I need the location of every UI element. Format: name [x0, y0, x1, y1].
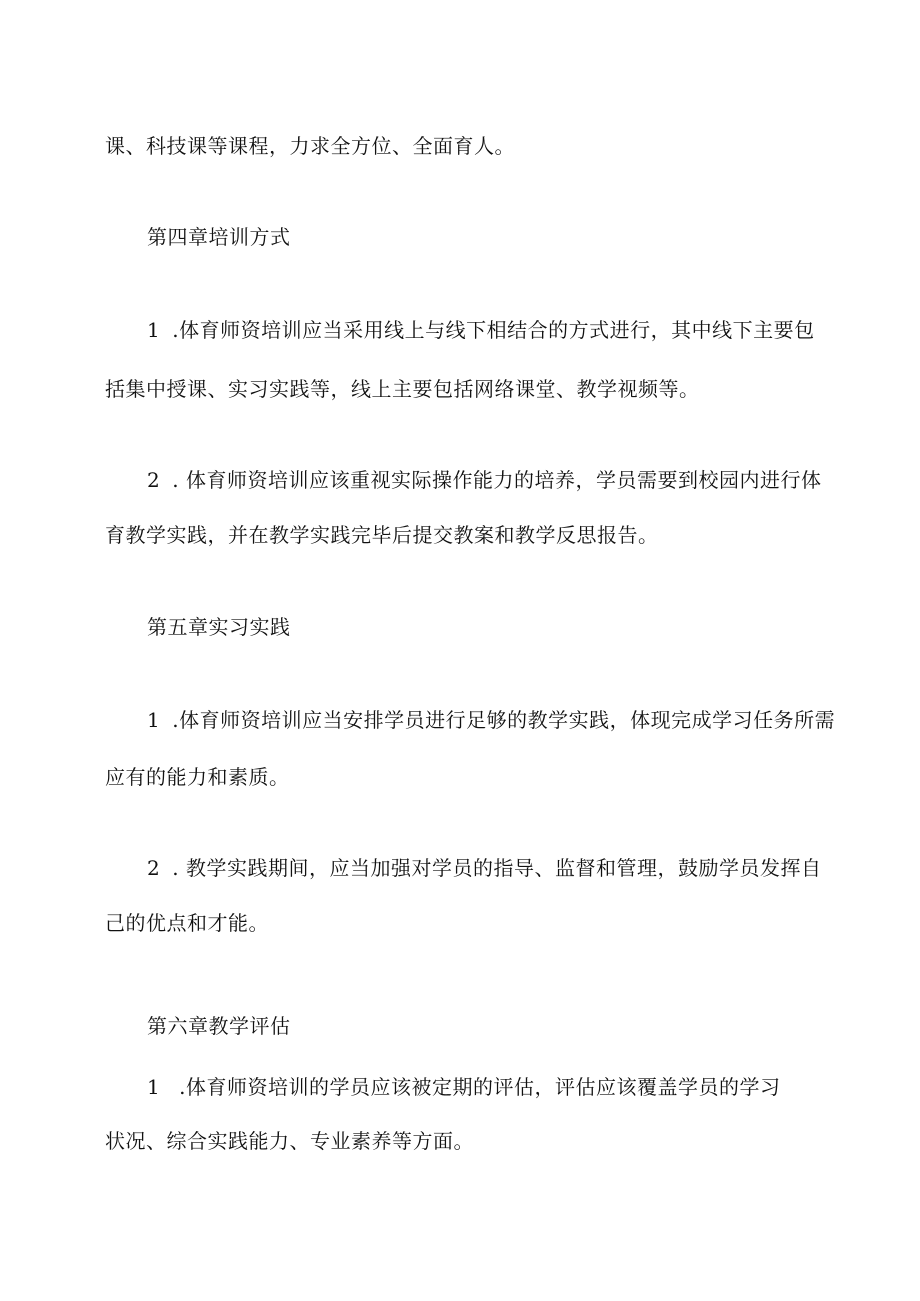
list-text: .体育师资培训的学员应该被定期的评估，评估应该覆盖学员的学习 — [179, 1075, 781, 1099]
list-item-5-2-line-2 — [105, 909, 269, 937]
list-text: 括集中授课、实习实践等，线上主要包括网络课堂、教学视频等。 — [105, 377, 700, 401]
list-text: 状况、综合实践能力、专业素养等方面。 — [105, 1129, 474, 1153]
list-item-5-2-line-1 — [147, 854, 822, 882]
paragraph-line — [105, 132, 515, 160]
chapter-heading-text: 第四章培训方式 — [147, 225, 291, 249]
list-number: 1 — [147, 1075, 161, 1099]
list-item-4-2-line-2 — [105, 521, 659, 549]
chapter-heading-4 — [147, 223, 291, 251]
list-text: 育教学实践，并在教学实践完毕后提交教案和教学反思报告。 — [105, 523, 659, 547]
list-number: 1 — [147, 318, 161, 342]
list-text: .体育师资培训应当安排学员进行足够的教学实践，体现完成学习任务所需 — [172, 708, 836, 732]
chapter-heading-5 — [147, 613, 291, 641]
list-text: . 体育师资培训应该重视实际操作能力的培养，学员需要到校园内进行体 — [172, 468, 822, 492]
list-item-4-1-line-1 — [147, 316, 815, 344]
paragraph-text: 课、科技课等课程，力求全方位、全面育人。 — [105, 134, 515, 158]
list-text: . 教学实践期间，应当加强对学员的指导、监督和管理，鼓励学员发挥自 — [172, 856, 822, 880]
list-item-4-2-line-1 — [147, 466, 822, 494]
list-item-5-1-line-2 — [105, 763, 290, 791]
list-number: 1 — [147, 708, 161, 732]
list-number: 2 — [147, 468, 161, 492]
list-item-4-1-line-2 — [105, 375, 700, 403]
list-number: 2 — [147, 856, 161, 880]
list-text: 应有的能力和素质。 — [105, 765, 290, 789]
list-item-6-1-line-2 — [105, 1127, 474, 1155]
list-text: .体育师资培训应当采用线上与线下相结合的方式进行，其中线下主要包 — [172, 318, 815, 342]
chapter-heading-text: 第六章教学评估 — [147, 1014, 291, 1038]
list-text: 己的优点和才能。 — [105, 911, 269, 935]
list-item-5-1-line-1 — [147, 706, 836, 734]
list-item-6-1-line-1 — [147, 1073, 780, 1101]
chapter-heading-6 — [147, 1012, 291, 1040]
chapter-heading-text: 第五章实习实践 — [147, 615, 291, 639]
